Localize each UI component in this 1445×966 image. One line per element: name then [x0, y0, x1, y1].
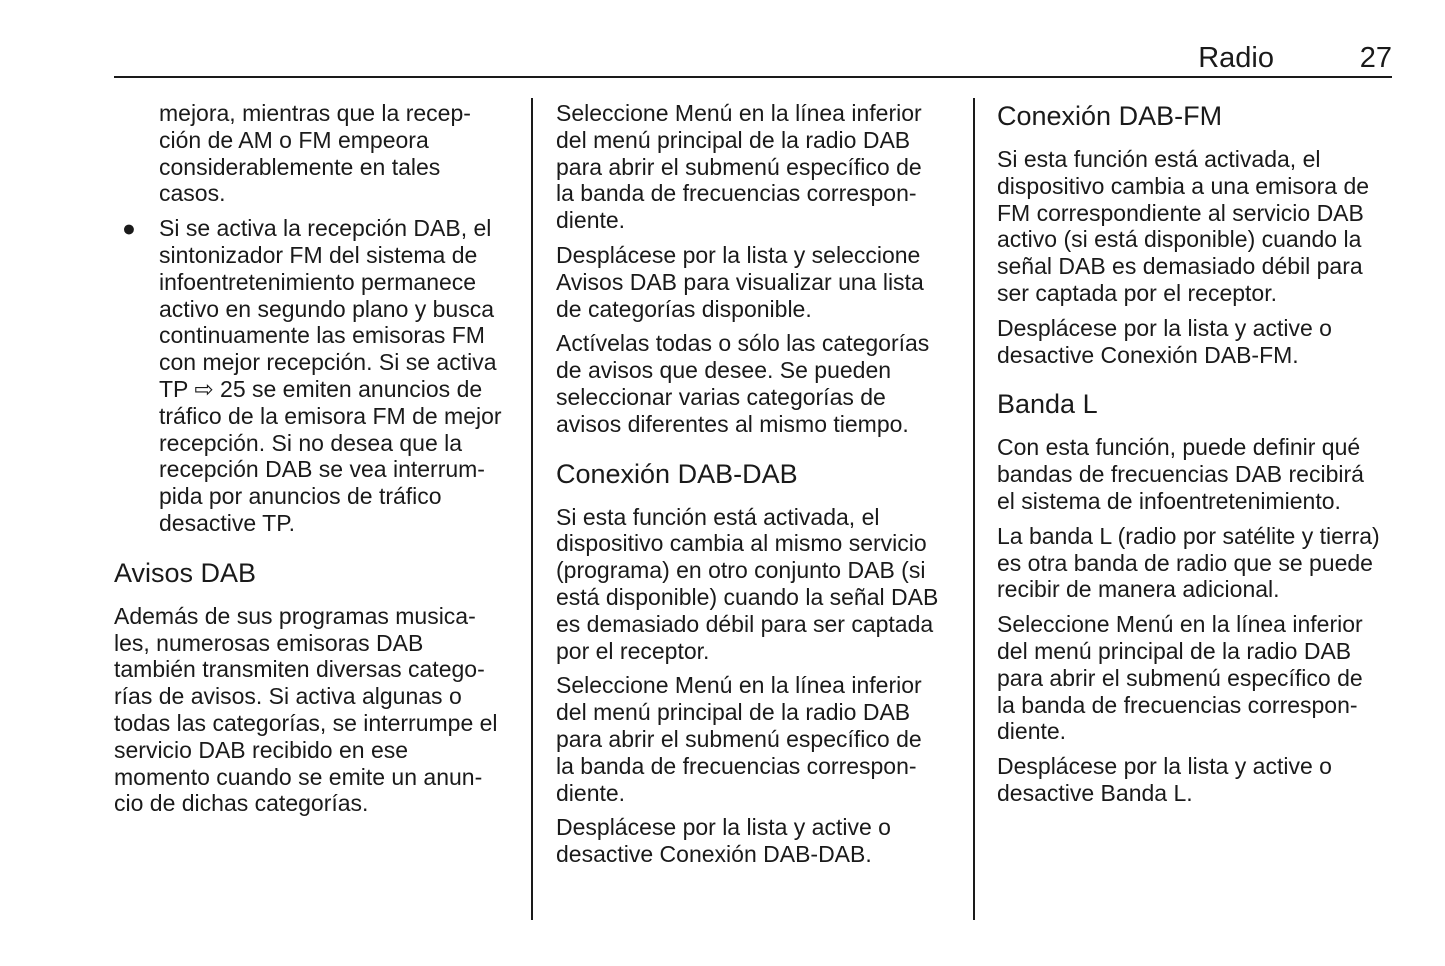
bullet-item: [114, 215, 519, 537]
column-1: [114, 100, 519, 825]
paragraph: Si esta función está activada, el dispositivo cambia a una emisora de FM correspondiente al servicio DAB activo (si está disponible) cuando la señal DAB es demasiado débil para ser captada por el receptor.: [997, 146, 1370, 306]
bullet-text: Si se activa la recepción DAB, el sintonizador FM del sistema de infoentretenimiento permanece activo en segundo plano y busca continuamente las emisoras FM con mejor recepción. Si se activa TP ⇨ 25 se emiten anuncios de tráfico de la emisora FM de mejor recepción. Si no desea que la recepción DAB se vea interrum- pida por anuncios de tráfico desactive TP.: [159, 215, 502, 536]
column-divider: [973, 98, 975, 920]
paragraph: Desplácese por la lista y active o desactive Banda L.: [997, 753, 1332, 806]
paragraph: Seleccione Menú en la línea inferior del menú principal de la radio DAB para abrir el submenú específico de la banda de frecuencias correspon- diente.: [556, 100, 922, 234]
paragraph: Desplácese por la lista y active o desactive Conexión DAB-DAB.: [556, 814, 891, 868]
paragraph: Desplácese por la lista y active o desactive Conexión DAB-FM.: [997, 314, 1332, 368]
heading-conexion-dab-fm: Conexión DAB-FM: [997, 101, 1223, 131]
paragraph: Desplácese por la lista y seleccione Avisos DAB para visualizar una lista de categorías disponible.: [556, 241, 924, 322]
paragraph: Con esta función, puede definir qué bandas de frecuencias DAB recibirá el sistema de infoentretenimiento.: [997, 434, 1364, 514]
paragraph: La banda L (radio por satélite y tierra) es otra banda de radio que se puede recibir de manera adicional.: [997, 522, 1380, 603]
heading-banda-l: Banda L: [997, 389, 1098, 420]
paragraph: Seleccione Menú en la línea inferior del menú principal de la radio DAB para abrir el submenú específico de la banda de frecuencias correspon- diente.: [556, 672, 922, 806]
page-header: [114, 40, 1392, 78]
continued-bullet-text: mejora, mientras que la recep- ción de AM o FM empeora considerablemente en tales casos.: [159, 100, 471, 207]
paragraph: Seleccione Menú en la línea inferior del menú principal de la radio DAB para abrir el submenú específico de la banda de frecuencias correspon- diente.: [997, 611, 1363, 745]
section-title: Radio: [1198, 42, 1274, 74]
paragraph: Además de sus programas musica- les, numerosas emisoras DAB también transmiten diversas catego- rías de avisos. Si activa algunas o todas las categorías, se interrumpe el servicio DAB recibido en ese momento cuando se emite un anun- cio de dichas categorías.: [114, 602, 498, 817]
heading-conexion-dab-dab: Conexión DAB-DAB: [556, 458, 798, 489]
paragraph: Si esta función está activada, el dispositivo cambia al mismo servicio (programa) en otro conjunto DAB (si está disponible) cuando la señal DAB es demasiado débil para ser captada por el receptor.: [556, 503, 939, 664]
paragraph: Actívelas todas o sólo las categorías de avisos que desee. Se pueden seleccionar varias categorías de avisos diferentes al mismo tiempo.: [556, 330, 930, 437]
page-number: 27: [1359, 42, 1392, 74]
bullet-icon: ●: [122, 215, 136, 242]
column-3: [997, 100, 1397, 815]
column-2: [556, 100, 956, 876]
column-divider: [531, 98, 533, 920]
heading-avisos-dab: Avisos DAB: [114, 557, 257, 588]
